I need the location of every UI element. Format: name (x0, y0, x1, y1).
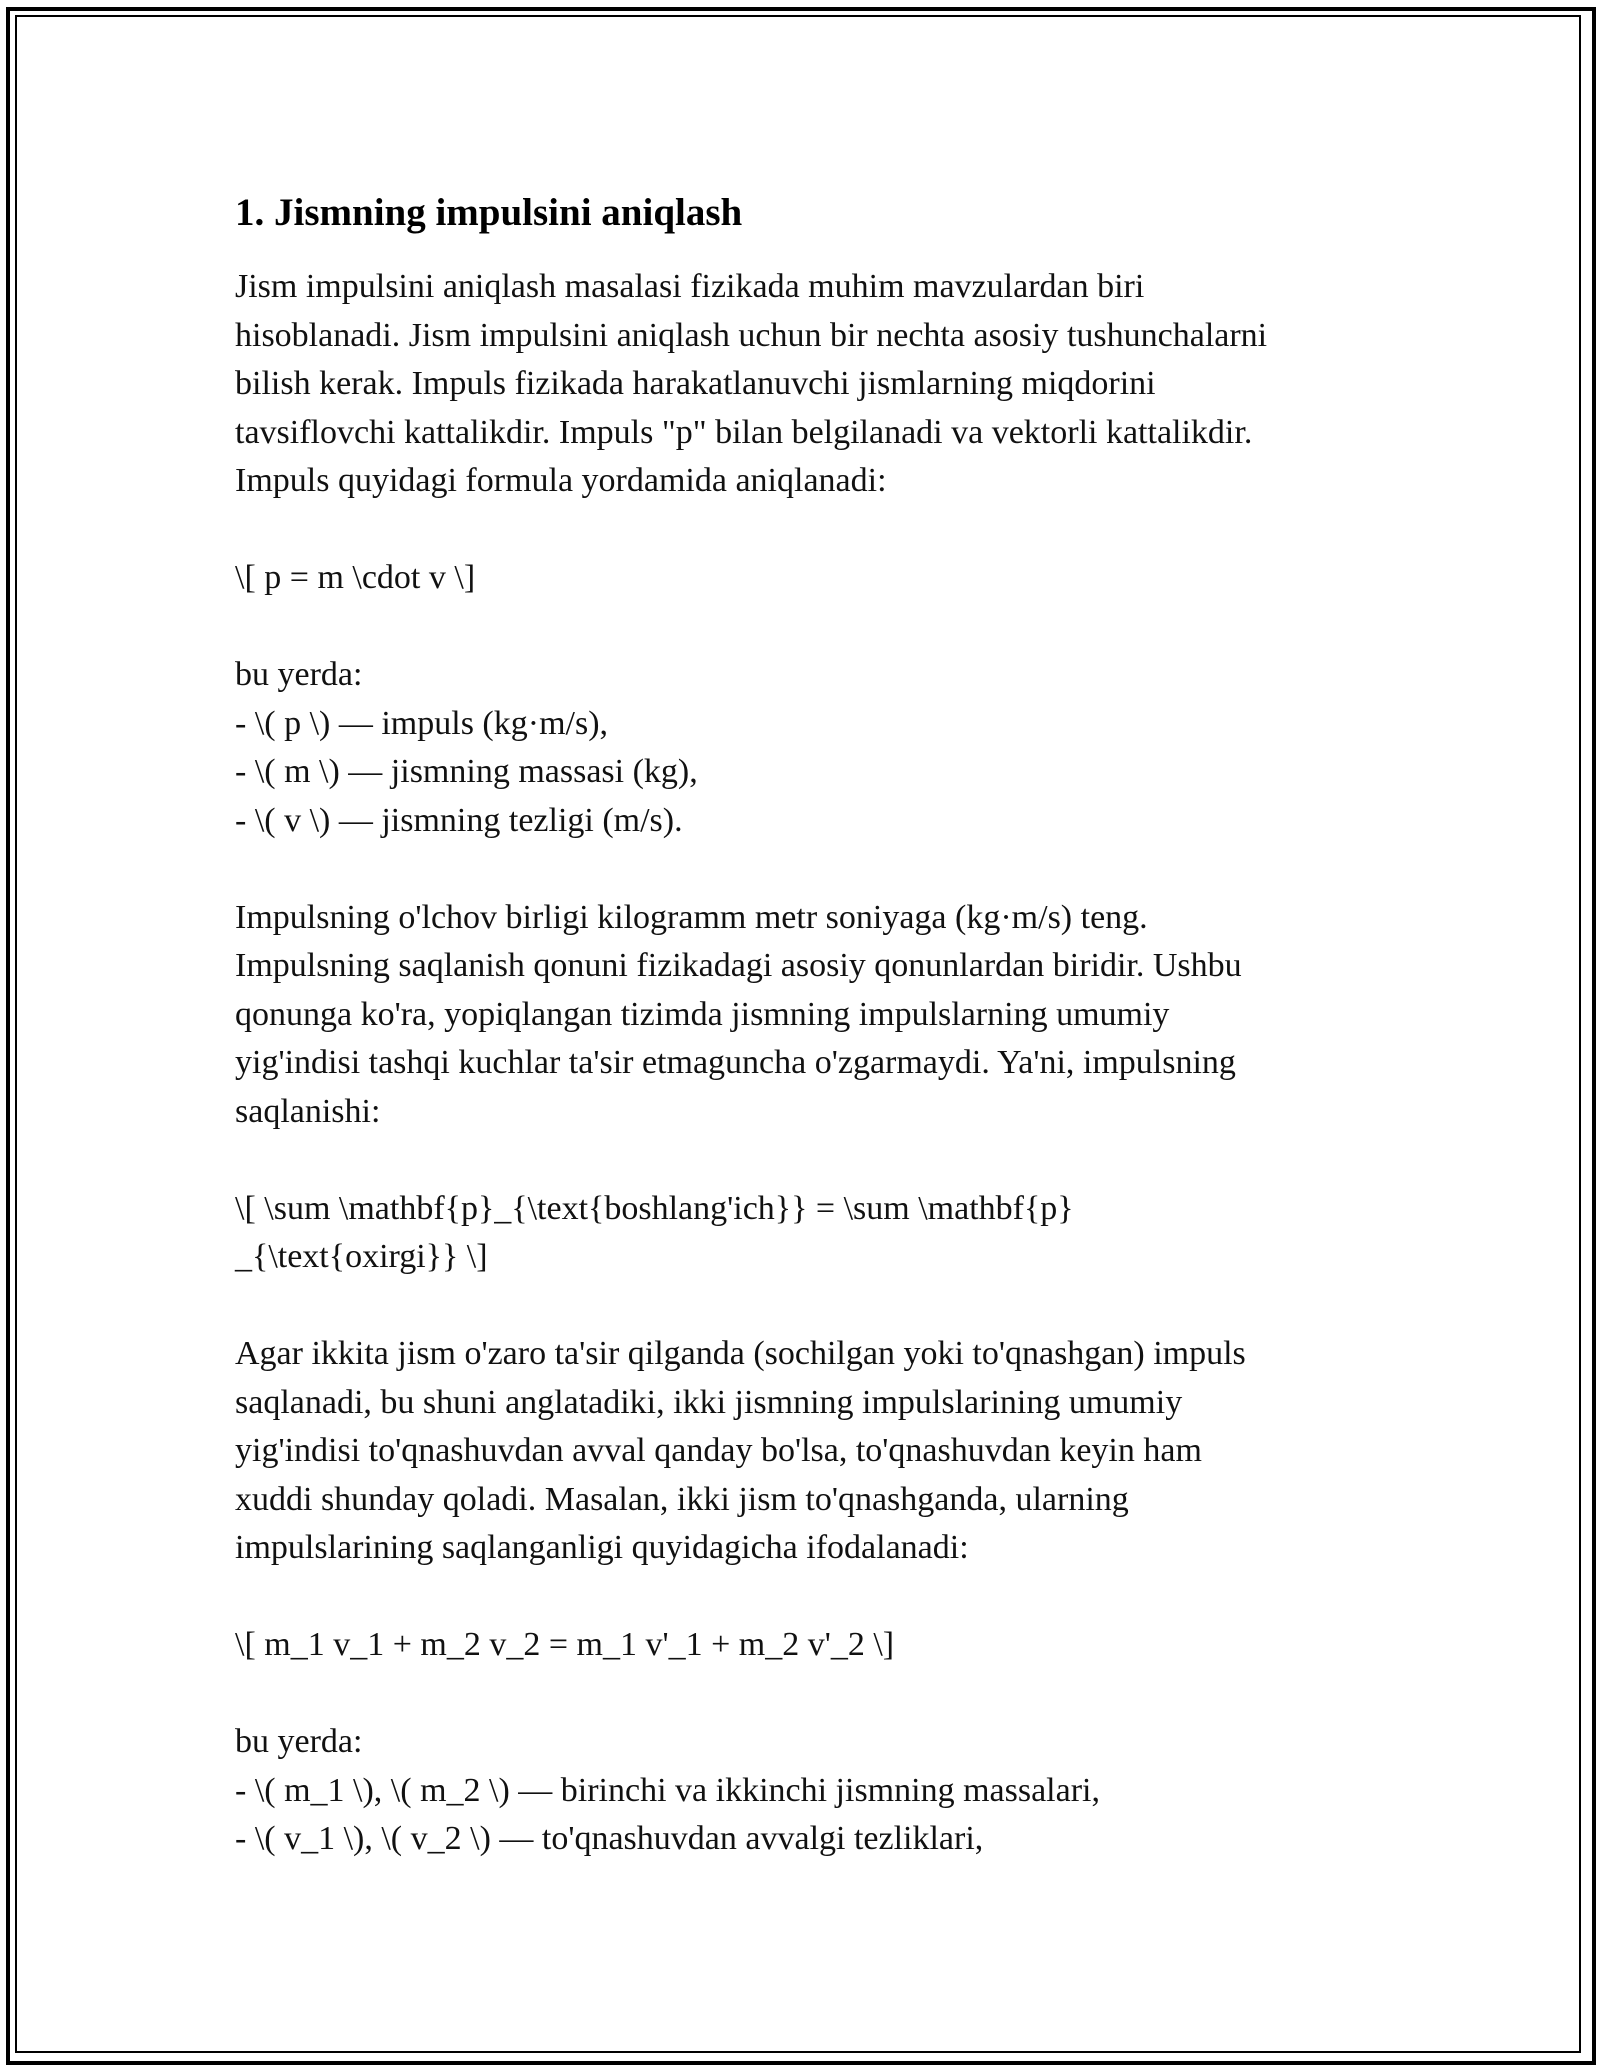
text-line: Jism impulsini aniqlash masalasi fizikada muhim mavzulardan biri (235, 268, 1145, 305)
text-line: - \( v \) — jismning tezligi (m/s). (235, 801, 683, 839)
paragraph (235, 1330, 1365, 1573)
text-line: saqlanadi, bu shuni anglatadiki, ikki jismning impulslarining umumiy (235, 1383, 1183, 1421)
paragraph (235, 651, 1365, 845)
text-line: yig'indisi to'qnashuvdan avval qanday bo'lsa, to'qnashuvdan keyin ham (235, 1432, 1202, 1469)
text-line: qonunga ko'ra, yopiqlangan tizimda jismning impulslarning umumiy (235, 995, 1170, 1033)
text-line: hisoblanadi. Jism impulsini aniqlash uchun bir nechta asosiy tushunchalarni (235, 316, 1268, 354)
text-line: yig'indisi tashqi kuchlar ta'sir etmaguncha o'zgarmaydi. Ya'ni, impulsning (235, 1044, 1236, 1081)
text-line: bu yerda: (235, 656, 363, 693)
text-line: bilish kerak. Impuls fizikada harakatlanuvchi jismlarning miqdorini (235, 365, 1156, 402)
text-line: xuddi shunday qoladi. Masalan, ikki jism to'qnashganda, ularning (235, 1480, 1129, 1518)
text-line: tavsiflovchi kattalikdir. Impuls "p" bilan belgilanadi va vektorli kattalikdir. (235, 413, 1253, 451)
document-body (235, 185, 1365, 1912)
paragraph (235, 894, 1365, 1137)
text-line: \[ p = m \cdot v \] (235, 559, 476, 596)
text-line: \[ \sum \mathbf{p}_{\text{boshlang'ich}} = \sum \mathbf{p} (235, 1189, 1074, 1227)
text-line: impulslarining saqlanganligi quyidagicha ifodalanadi: (235, 1529, 969, 1566)
paragraph (235, 554, 1365, 603)
text-line: \[ m_1 v_1 + m_2 v_2 = m_1 v'_1 + m_2 v'_2 \] (235, 1626, 895, 1663)
paragraph (235, 263, 1365, 506)
text-line: - \( v_1 \), \( v_2 \) — to'qnashuvdan avvalgi tezliklari, (235, 1820, 984, 1857)
text-line: - \( m \) — jismning massasi (kg), (235, 753, 698, 790)
text-line: Impuls quyidagi formula yordamida aniqlanadi: (235, 462, 887, 499)
text-line: Agar ikkita jism o'zaro ta'sir qilganda (sochilgan yoki to'qnashgan) impuls (235, 1335, 1246, 1372)
section-heading: 1. Jismning impulsini aniqlash (235, 191, 743, 234)
paragraph-list (235, 263, 1365, 1864)
text-line: - \( m_1 \), \( m_2 \) — birinchi va ikkinchi jismning massalari, (235, 1771, 1100, 1809)
text-line: _{\text{oxirgi}} \] (235, 1238, 488, 1275)
paragraph (235, 1621, 1365, 1670)
text-line: Impulsning saqlanish qonuni fizikadagi asosiy qonunlardan biridir. Ushbu (235, 947, 1242, 984)
text-line: - \( p \) — impuls (kg·m/s), (235, 704, 609, 742)
paragraph (235, 1718, 1365, 1864)
text-line: Impulsning o'lchov birligi kilogramm metr soniyaga (kg·m/s) teng. (235, 898, 1148, 936)
text-line: saqlanishi: (235, 1092, 381, 1130)
paragraph (235, 1185, 1365, 1282)
text-line: bu yerda: (235, 1723, 363, 1760)
